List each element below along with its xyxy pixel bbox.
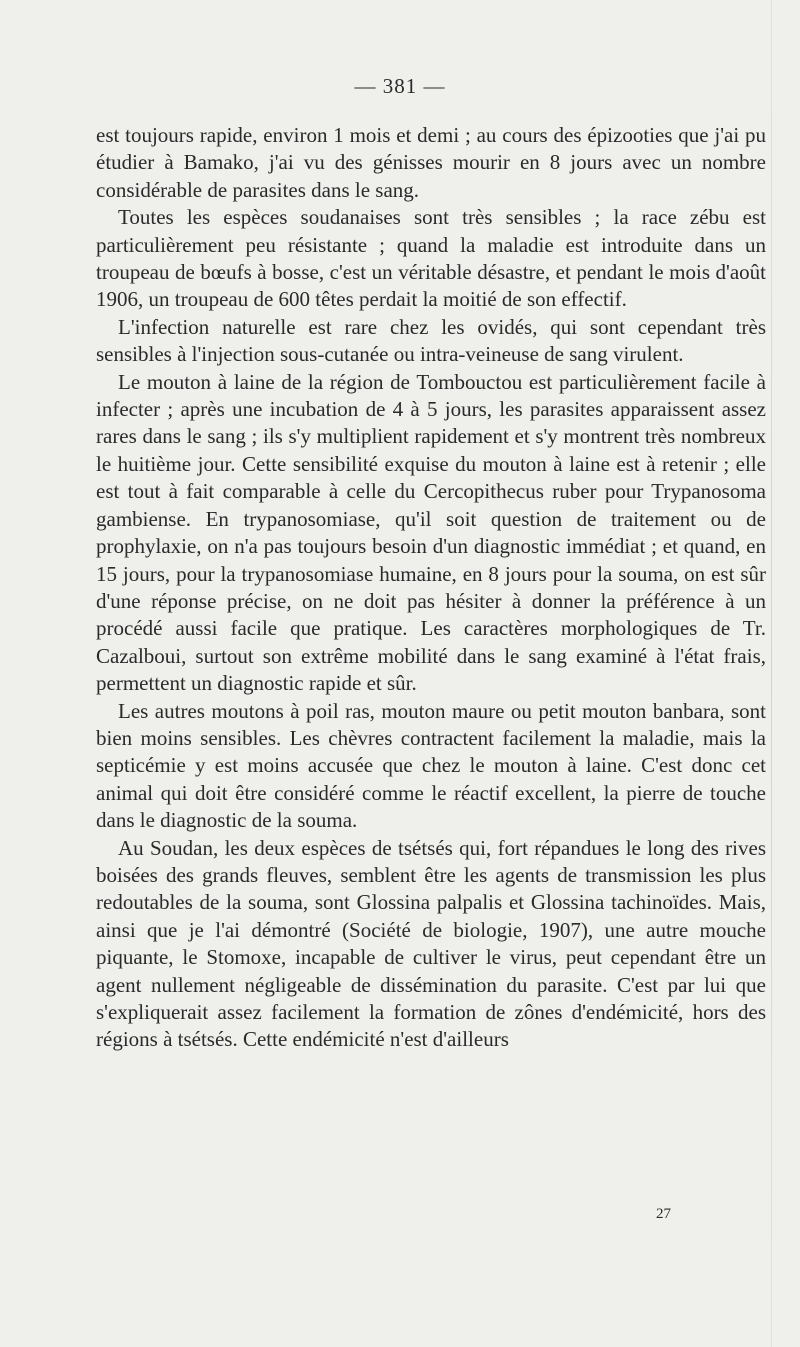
body-text bbox=[96, 122, 766, 1054]
paragraph-6: Au Soudan, les deux espèces de tsétsés qui, fort répandues le long des rives boisées des grands fleuves, semblent être les agents de transmission les plus redoutables de la souma, sont Glossina palpalis et Glossina tachinoïdes. Mais, ainsi que je l'ai démontré (Société de biologie, 1907), une autre mouche piquante, le Stomoxe, incapable de cultiver le virus, peut cependant être un agent nullement négligeable de dissémination du parasite. C'est par lui que s'expliquerait assez facilement la formation de zônes d'endémicité, hors des régions à tsétsés. Cette endémicité n'est d'ailleurs bbox=[96, 835, 766, 1052]
paragraph-1: est toujours rapide, environ 1 mois et demi ; au cours des épizooties que j'ai pu étudier à Bamako, j'ai vu des génisses mourir en 8 jours avec un nombre considérable de parasites dans le sang. bbox=[96, 123, 766, 202]
paragraph-5: Les autres moutons à poil ras, mouton maure ou petit mouton banbara, sont bien moins sensibles. Les chèvres contractent facilement la maladie, mais la septicémie y est moins accusée que chez le mouton à laine. C'est donc cet animal qui doit être considéré comme le réactif excellent, la pierre de touche dans le diagnostic de la souma. bbox=[96, 698, 766, 833]
signature-mark: 27 bbox=[656, 1206, 671, 1222]
page-number: — 381 — bbox=[354, 74, 446, 98]
page-spine-shadow bbox=[771, 0, 772, 1347]
paragraph-2: Toutes les espèces soudanaises sont très sensibles ; la race zébu est particulièrement peu résistante ; quand la maladie est introduite dans un troupeau de bœufs à bosse, c'est un véritable désastre, et pendant le mois d'août 1906, un troupeau de 600 têtes perdait la moitié de son effectif. bbox=[96, 205, 766, 312]
paragraph-3: L'infection naturelle est rare chez les ovidés, qui sont cependant très sensibles à l'injection sous-cutanée ou intra-veineuse de sang virulent. bbox=[96, 314, 766, 367]
paragraph-4: Le mouton à laine de la région de Tombouctou est particulièrement facile à infecter ; après une incubation de 4 à 5 jours, les parasites apparaissent assez rares dans le sang ; ils s'y multiplient rapidement et s'y montrent très nombreux le huitième jour. Cette sensibilité exquise du mouton à laine est à retenir ; elle est tout à fait comparable à celle du Cercopithecus ruber pour Trypanosoma gambiense. En trypanosomiase, qu'il soit question de traitement ou de prophylaxie, on n'a pas toujours besoin d'un diagnostic immédiat ; et quand, en 15 jours, pour la trypanosomiase humaine, en 8 jours pour la souma, on est sûr d'une réponse précise, on ne doit pas hésiter à donner la préférence à un procédé aussi facile que pratique. Les caractères morphologiques de Tr. Cazalboui, surtout son extrême mobilité dans le sang examiné à l'état frais, permettent un diagnostic rapide et sûr. bbox=[96, 369, 766, 696]
